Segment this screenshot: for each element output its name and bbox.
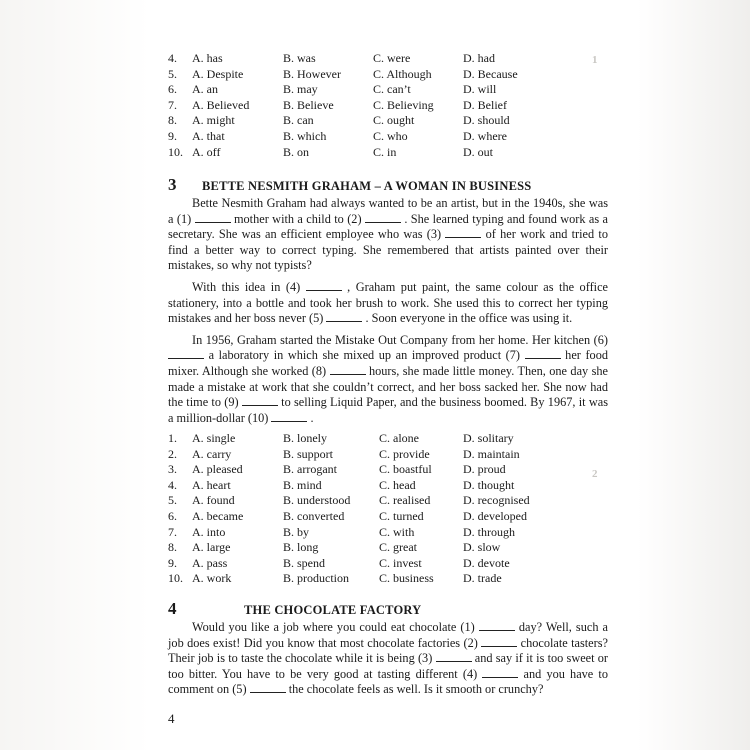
section-title: THE CHOCOLATE FACTORY bbox=[244, 603, 422, 617]
option-b[interactable]: B. may bbox=[283, 82, 318, 97]
bleed-through-mark: 1 bbox=[592, 54, 598, 66]
question-number: 8. bbox=[168, 113, 177, 128]
paragraph: With this idea in (4) , Graham put paint, the same colour as the office stationery, into a bottle and took her brush to work. She used this to correct her typing mistakes and her boss never (5) . Soon everyone in the office was using it. bbox=[168, 279, 608, 326]
option-a[interactable]: A. pass bbox=[192, 555, 228, 570]
option-a[interactable]: A. that bbox=[192, 128, 225, 143]
option-c[interactable]: C. with bbox=[379, 524, 415, 539]
option-c[interactable]: C. realised bbox=[379, 493, 431, 508]
blank-2[interactable] bbox=[481, 636, 517, 647]
option-d[interactable]: D. Belief bbox=[463, 97, 507, 112]
option-b[interactable]: B. by bbox=[283, 524, 310, 539]
section-3-text bbox=[168, 196, 608, 426]
option-d[interactable]: D. Because bbox=[463, 66, 518, 81]
paragraph: Bette Nesmith Graham had always wanted to be an artist, but in the 1940s, she was a (1) mother with a child to (2) . She learned typing and found work as a secretary. She was an efficient employee who was (3) of her work and tried to find a better way to correct typing. She remembered that artists painted over their mistakes, so why not typists? bbox=[168, 196, 608, 273]
option-b[interactable]: B. can bbox=[283, 113, 314, 128]
blank-1[interactable] bbox=[195, 212, 231, 223]
option-d[interactable]: D. recognised bbox=[463, 493, 530, 508]
option-b[interactable]: B. long bbox=[283, 540, 319, 555]
section-title: BETTE NESMITH GRAHAM – A WOMAN IN BUSINESS bbox=[202, 179, 532, 193]
blank-3[interactable] bbox=[445, 227, 481, 238]
question-number: 10. bbox=[168, 144, 183, 159]
option-a[interactable]: A. single bbox=[192, 431, 236, 445]
option-d[interactable]: D. proud bbox=[463, 462, 506, 477]
blank-6[interactable] bbox=[168, 348, 204, 359]
option-c[interactable]: C. who bbox=[373, 128, 408, 143]
question-number: 9. bbox=[168, 555, 177, 570]
question-number: 10. bbox=[168, 571, 183, 586]
option-c[interactable]: C. were bbox=[373, 51, 411, 65]
option-c[interactable]: C. head bbox=[379, 477, 416, 492]
option-d[interactable]: D. slow bbox=[463, 540, 501, 555]
question-number: 6. bbox=[168, 508, 177, 523]
bleed-through-mark: 2 bbox=[592, 468, 598, 480]
option-a[interactable]: A. carry bbox=[192, 446, 232, 461]
option-a[interactable]: A. an bbox=[192, 82, 218, 97]
option-d[interactable]: D. out bbox=[463, 144, 493, 159]
option-c[interactable]: C. Believing bbox=[373, 97, 434, 112]
option-c[interactable]: C. in bbox=[373, 144, 397, 159]
option-c[interactable]: C. alone bbox=[379, 431, 419, 445]
blank-7[interactable] bbox=[525, 348, 561, 359]
option-a[interactable]: A. found bbox=[192, 493, 235, 508]
option-d[interactable]: D. thought bbox=[463, 477, 515, 492]
option-d[interactable]: D. trade bbox=[463, 571, 502, 586]
question-number: 3. bbox=[168, 462, 177, 477]
option-d[interactable]: D. where bbox=[463, 128, 507, 143]
option-b[interactable]: B. Believe bbox=[283, 97, 334, 112]
option-c[interactable]: C. can’t bbox=[373, 82, 411, 97]
paragraph: Would you like a job where you could eat chocolate (1) day? Well, such a job does exist! Did you know that most chocolate factories (2) chocolate tasters? Their job is to taste the chocolate while it is being (3) and say if it is too sweet or too bitter. You have to be very good at tasting different (4) and you have to comment on (5) the chocolate feels as well. Is it smooth or crunchy? bbox=[168, 620, 608, 697]
question-number: 8. bbox=[168, 540, 177, 555]
blank-4[interactable] bbox=[306, 280, 342, 291]
option-d[interactable]: D. solitary bbox=[463, 431, 514, 445]
option-c[interactable]: C. boastful bbox=[379, 462, 432, 477]
option-b[interactable]: B. on bbox=[283, 144, 310, 159]
question-number: 5. bbox=[168, 66, 177, 81]
blank-5[interactable] bbox=[326, 311, 362, 322]
option-b[interactable]: B. support bbox=[283, 446, 334, 461]
section-3-heading bbox=[168, 175, 531, 195]
blank-8[interactable] bbox=[330, 364, 366, 375]
option-a[interactable]: A. has bbox=[192, 51, 223, 65]
option-a[interactable]: A. might bbox=[192, 113, 235, 128]
blank-5[interactable] bbox=[250, 682, 286, 693]
option-a[interactable]: A. into bbox=[192, 524, 226, 539]
option-a[interactable]: A. off bbox=[192, 144, 221, 159]
blank-10[interactable] bbox=[271, 411, 307, 422]
option-a[interactable]: A. pleased bbox=[192, 462, 243, 477]
option-b[interactable]: B. which bbox=[283, 128, 327, 143]
option-d[interactable]: D. developed bbox=[463, 508, 527, 523]
blank-4[interactable] bbox=[482, 667, 518, 678]
option-d[interactable]: D. should bbox=[463, 113, 510, 128]
option-b[interactable]: B. understood bbox=[283, 493, 351, 508]
option-b[interactable]: B. production bbox=[283, 571, 349, 586]
blank-2[interactable] bbox=[365, 212, 401, 223]
question-number: 7. bbox=[168, 97, 177, 112]
question-number: 2. bbox=[168, 446, 177, 461]
section-4-heading bbox=[168, 599, 421, 619]
blank-3[interactable] bbox=[436, 651, 472, 662]
option-d[interactable]: D. will bbox=[463, 82, 497, 97]
question-number: 9. bbox=[168, 128, 177, 143]
section-number: 3 bbox=[168, 175, 177, 194]
question-number: 4. bbox=[168, 477, 177, 492]
question-number: 6. bbox=[168, 82, 177, 97]
option-d[interactable]: D. maintain bbox=[463, 446, 520, 461]
question-number: 1. bbox=[168, 431, 177, 445]
blank-1[interactable] bbox=[479, 620, 515, 631]
blank-9[interactable] bbox=[242, 395, 278, 406]
option-b[interactable]: B. arrogant bbox=[283, 462, 337, 477]
option-a[interactable]: A. large bbox=[192, 540, 231, 555]
option-c[interactable]: C. ought bbox=[373, 113, 415, 128]
option-a[interactable]: A. heart bbox=[192, 477, 231, 492]
option-b[interactable]: B. was bbox=[283, 51, 316, 65]
paragraph: In 1956, Graham started the Mistake Out Company from her home. Her kitchen (6) a laboratory in which she mixed up an improved product (7) her food mixer. Although she worked (8) hours, she made little money. Then, one day she made a mistake at work that she couldn’t correct, and her boss sacked her. She now had the time to (9) to selling Liquid Paper, and the business boomed. By 1967, it was a million-dollar (10) . bbox=[168, 332, 609, 425]
option-b[interactable]: B. converted bbox=[283, 508, 345, 523]
section-4-text bbox=[168, 620, 608, 698]
option-b[interactable]: B. However bbox=[283, 66, 341, 81]
option-b[interactable]: B. lonely bbox=[283, 431, 327, 445]
option-d[interactable]: D. through bbox=[463, 524, 515, 539]
option-c[interactable]: C. great bbox=[379, 540, 417, 555]
option-a[interactable]: A. work bbox=[192, 571, 232, 586]
option-b[interactable]: B. mind bbox=[283, 477, 322, 492]
page-number: 4 bbox=[168, 711, 175, 726]
option-d[interactable]: D. had bbox=[463, 51, 495, 65]
option-c[interactable]: C. turned bbox=[379, 508, 424, 523]
option-a[interactable]: A. Believed bbox=[192, 97, 250, 112]
option-c[interactable]: C. provide bbox=[379, 446, 430, 461]
option-c[interactable]: C. invest bbox=[379, 555, 422, 570]
option-a[interactable]: A. became bbox=[192, 508, 244, 523]
question-number: 4. bbox=[168, 51, 177, 65]
option-b[interactable]: B. spend bbox=[283, 555, 325, 570]
option-c[interactable]: C. Although bbox=[373, 66, 432, 81]
option-d[interactable]: D. devote bbox=[463, 555, 510, 570]
section-number: 4 bbox=[168, 599, 177, 618]
option-c[interactable]: C. business bbox=[379, 571, 434, 586]
option-a[interactable]: A. Despite bbox=[192, 66, 244, 81]
question-number: 7. bbox=[168, 524, 177, 539]
question-number: 5. bbox=[168, 493, 177, 508]
